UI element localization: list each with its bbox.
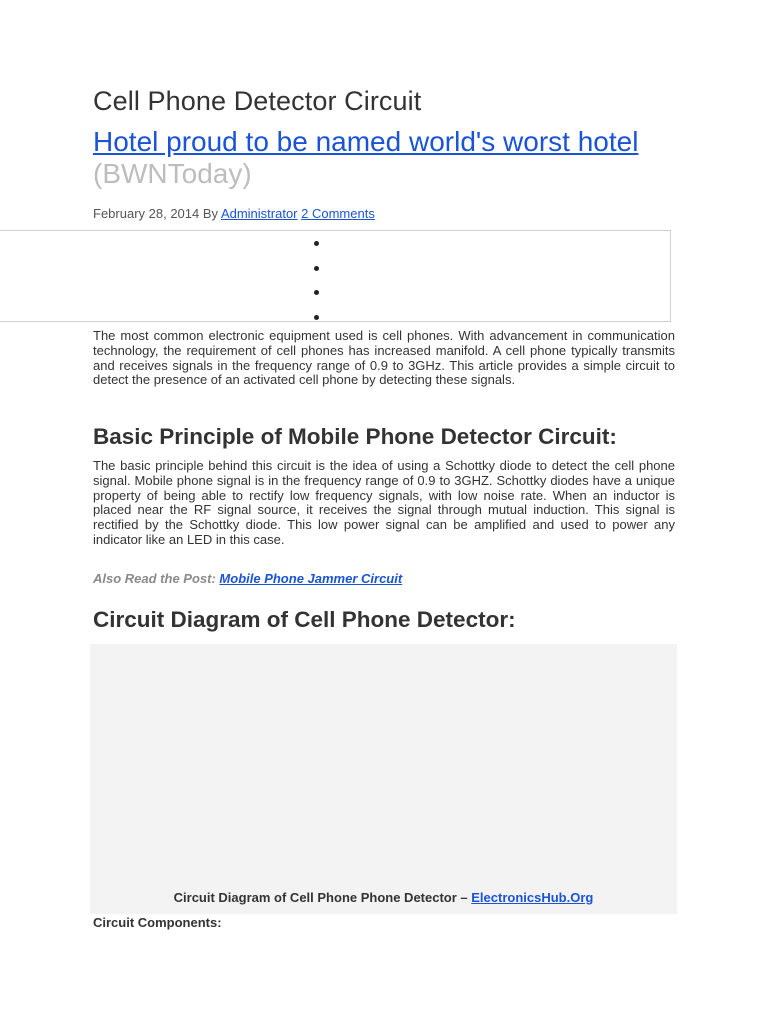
circuit-diagram-figure — [90, 644, 677, 914]
share-buttons-box — [0, 230, 671, 322]
diagram-caption — [90, 890, 677, 905]
share-bullet — [314, 290, 319, 295]
share-bullet — [314, 266, 319, 271]
page-title: Cell Phone Detector Circuit — [93, 86, 422, 116]
post-date: February 28, 2014 — [93, 206, 200, 221]
diagram-credit-link[interactable]: ElectronicsHub.Org — [471, 890, 594, 905]
post-meta — [93, 206, 375, 221]
diagram-caption-text: Circuit Diagram of Cell Phone Phone Detector – — [173, 890, 468, 905]
promo-headline — [93, 126, 653, 190]
also-read-label: Also Read the Post: — [93, 571, 216, 586]
promo-headline-link[interactable]: Hotel proud to be named world's worst hotel — [93, 126, 639, 157]
share-bullet — [314, 241, 319, 246]
also-read — [93, 571, 402, 586]
author-link[interactable]: Administrator — [220, 206, 298, 221]
components-label: Circuit Components: — [93, 915, 222, 930]
intro-paragraph: The most common electronic equipment used is cell phones. With advancement in communication technology, the requirement of cell phones has increased manifold. A cell phone typically transmits and receives signals in the frequency range of 0.9 to 3GHz. This article provides a simple circuit to detect the presence of an activated cell phone by detecting these signals. — [93, 328, 675, 388]
section-heading-circuit-diagram: Circuit Diagram of Cell Phone Detector: — [93, 607, 516, 632]
section-heading-basic-principle: Basic Principle of Mobile Phone Detector Circuit: — [93, 424, 617, 449]
post-by-label: By — [202, 206, 219, 221]
also-read-link[interactable]: Mobile Phone Jammer Circuit — [219, 571, 403, 586]
share-bullet — [314, 315, 319, 320]
comments-link[interactable]: 2 Comments — [301, 206, 375, 221]
basic-principle-paragraph: The basic principle behind this circuit is the idea of using a Schottky diode to detect the cell phone signal. Mobile phone signal is in the frequency range of 0.9 to 3GHZ. Schottky diodes have a unique property of being able to rectify low frequency signals, with low noise rate. When an inductor is placed near the RF signal source, it receives the signal through mutual induction. This signal is rectified by the Schottky diode. This low power signal can be amplified and used to power any indicator like an LED in this case. — [93, 458, 675, 547]
promo-source-link[interactable]: (BWNToday) — [93, 158, 252, 189]
